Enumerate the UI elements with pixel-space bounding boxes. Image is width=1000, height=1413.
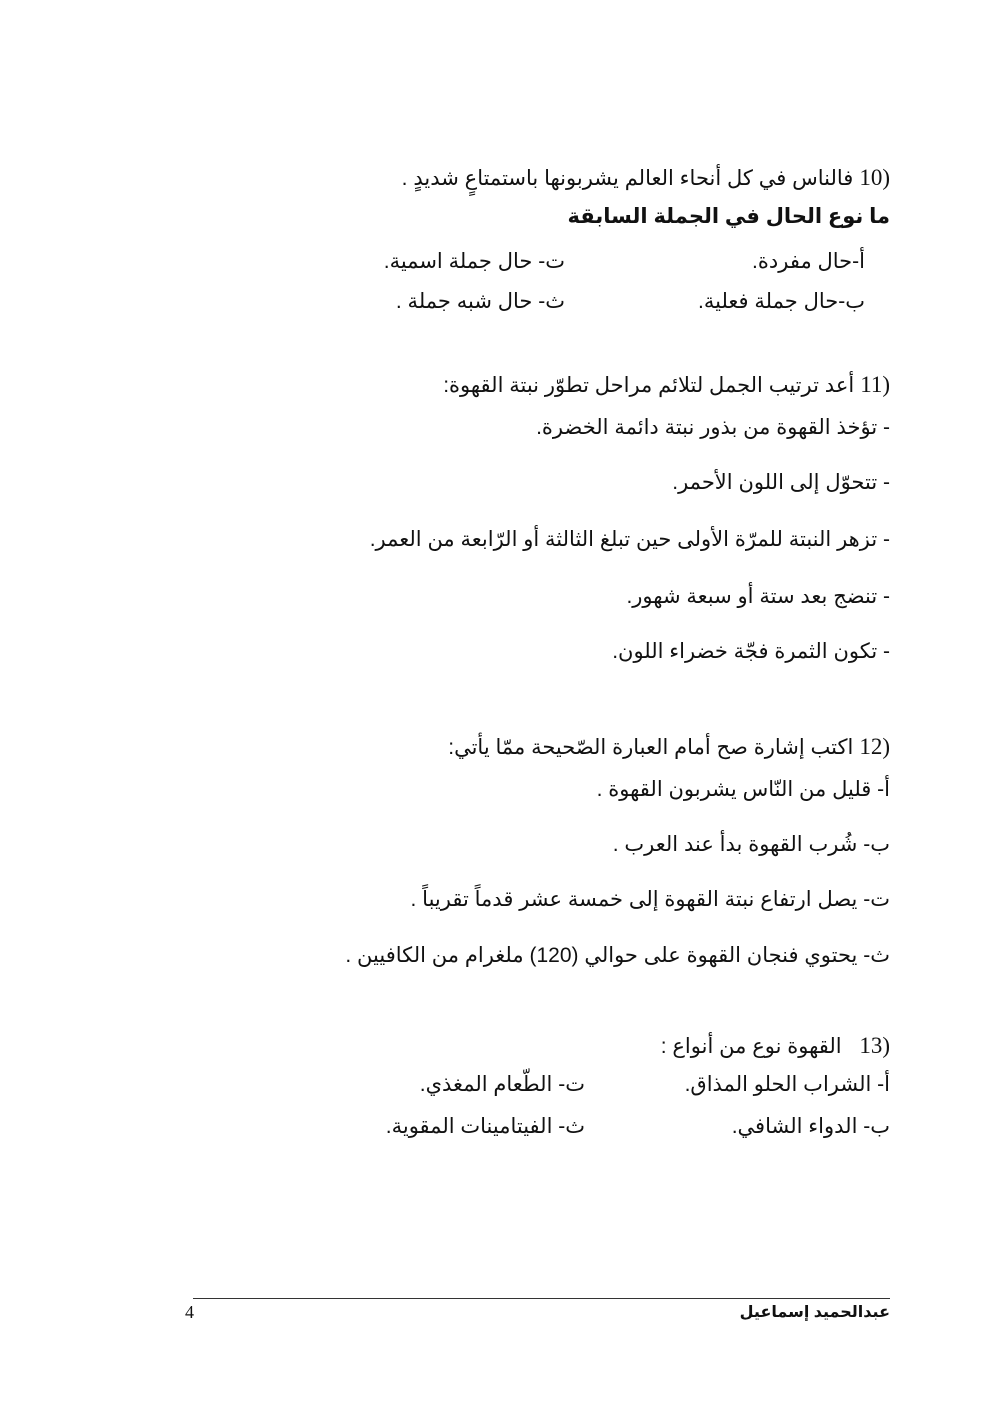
question-text: فالناس في كل أنحاء العالم يشربونها باستمتاعٍ شديدٍ . bbox=[401, 167, 854, 190]
statement-item: ب- شُرب القهوة بدأ عند العرب . bbox=[612, 833, 890, 856]
question-number: 11) bbox=[860, 372, 890, 397]
author-name: عبدالحميد إسماعيل bbox=[739, 1304, 890, 1321]
question-11-stem bbox=[443, 371, 890, 400]
option-a[interactable]: أ-حال مفردة. bbox=[752, 250, 865, 273]
list-item: - تؤخذ القهوة من بذور نبتة دائمة الخضرة. bbox=[536, 416, 890, 439]
question-10-prompt: ما نوع الحال في الجملة السابقة bbox=[567, 205, 890, 228]
statement-item: أ- قليل من النّاس يشربون القهوة . bbox=[596, 778, 890, 801]
option-th[interactable]: ث- حال شبه جملة . bbox=[395, 290, 565, 313]
option-th[interactable]: ث- الفيتامينات المقوية. bbox=[385, 1115, 585, 1138]
question-text: أعد ترتيب الجمل لتلائم مراحل تطوّر نبتة القهوة: bbox=[443, 374, 855, 397]
footer-divider bbox=[193, 1298, 890, 1299]
question-number: 13) bbox=[859, 1033, 890, 1058]
list-item: - تنضج بعد ستة أو سبعة شهور. bbox=[626, 585, 890, 608]
question-text: اكتب إشارة صح أمام العبارة الصّحيحة ممّا يأتي: bbox=[448, 736, 854, 759]
list-item: - تتحوّل إلى اللون الأحمر. bbox=[672, 471, 890, 494]
question-number: 12) bbox=[859, 734, 890, 759]
option-t[interactable]: ت- الطّعام المغذي. bbox=[419, 1073, 585, 1096]
option-t[interactable]: ت- حال جملة اسمية. bbox=[383, 250, 565, 273]
option-a[interactable]: أ- الشراب الحلو المذاق. bbox=[684, 1073, 890, 1096]
statement-item: ث- يحتوي فنجان القهوة على حوالي (120) ملغرام من الكافيين . bbox=[345, 944, 890, 967]
list-item: - تزهر النبتة للمرّة الأولى حين تبلغ الثالثة أو الرّابعة من العمر. bbox=[369, 528, 890, 551]
question-10-stem bbox=[402, 164, 890, 193]
question-text: القهوة نوع من أنواع : bbox=[660, 1035, 854, 1058]
question-number: 10) bbox=[859, 165, 890, 190]
page-number: 4 bbox=[185, 1302, 194, 1322]
option-b[interactable]: ب-حال جملة فعلية. bbox=[698, 290, 865, 313]
list-item: - تكون الثمرة فجّة خضراء اللون. bbox=[612, 640, 890, 663]
statement-item: ت- يصل ارتفاع نبتة القهوة إلى خمسة عشر قدماً تقريباً . bbox=[410, 888, 890, 911]
question-12-stem bbox=[448, 733, 890, 762]
question-13-stem bbox=[661, 1032, 890, 1061]
option-b[interactable]: ب- الدواء الشافي. bbox=[731, 1115, 890, 1138]
